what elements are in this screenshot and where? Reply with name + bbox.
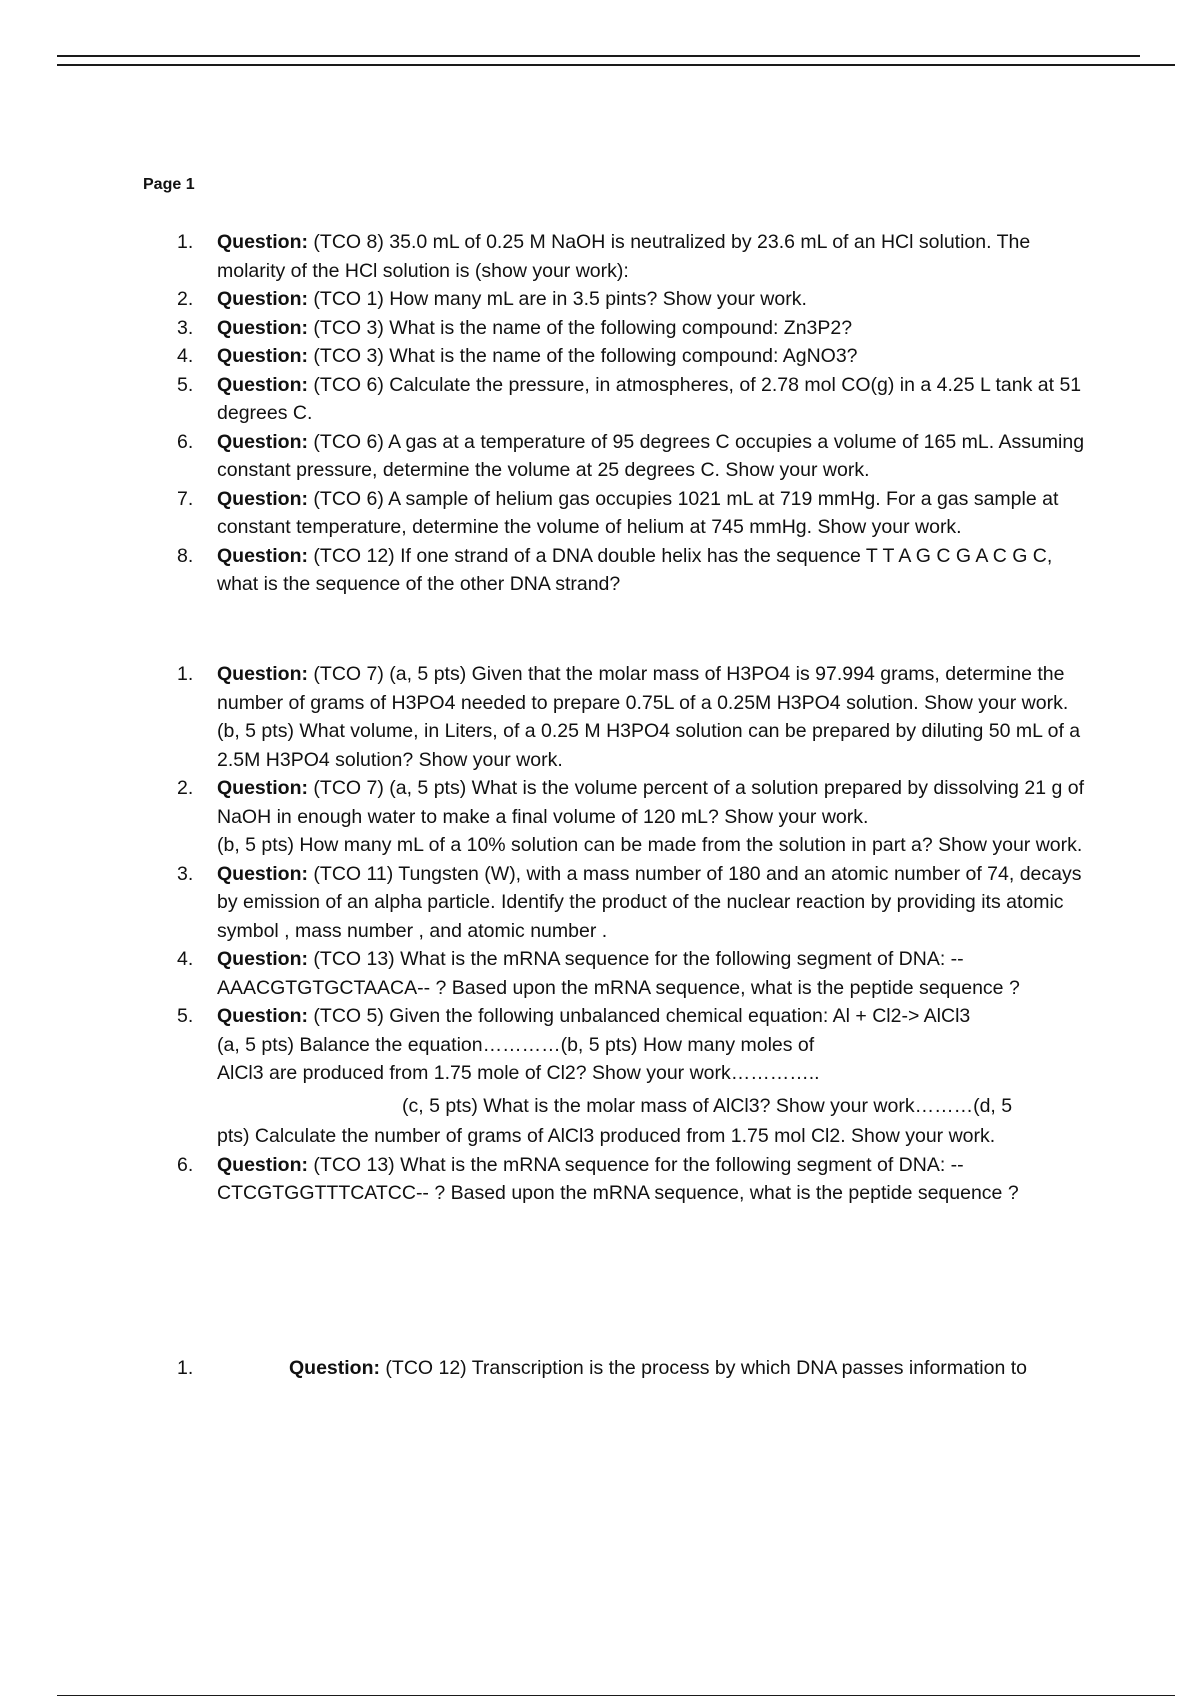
- question-subpart: (a, 5 pts) Balance the equation…………(b, 5 pts) How many moles of: [217, 1033, 815, 1056]
- page-label: Page 1: [143, 176, 195, 193]
- question-number: 6.: [177, 1153, 194, 1176]
- question-number: 4.: [177, 345, 194, 367]
- question-text: (TCO 7) (a, 5 pts) Given that the molar mass of H3PO4 is 97.994 grams, determine the number of grams of H3PO4 needed to prepare 0.75L of a 0.25M H3PO4 solution. Show your work. (b, 5 pts) What volume, in Liters, of a 0.25 M H3PO4 solution can be prepared by diluting 50 mL of a 2.5M H3PO4 solution? Show your work.: [217, 663, 1081, 771]
- question-label: Question:: [217, 948, 308, 970]
- question-item: [0, 314, 1200, 343]
- question-subpart: pts) Calculate the number of grams of AlCl3 produced from 1.75 mol Cl2. Show your work.: [217, 1125, 996, 1147]
- question-item: [0, 945, 1200, 1002]
- question-label: Question:: [217, 862, 308, 885]
- question-item: [0, 774, 1200, 860]
- question-number: 2.: [177, 777, 194, 799]
- question-number: 1.: [177, 1357, 194, 1379]
- question-text: (TCO 5) Given the following unbalanced chemical equation: Al + Cl2-> AlCl3: [313, 1005, 971, 1027]
- question-text: (TCO 13) What is the mRNA sequence for the following segment of DNA: --AAACGTGTGCTAACA-- ? Based upon the mRNA sequence, what is the peptide sequence ?: [217, 948, 1020, 999]
- question-subpart: AlCl3 are produced from 1.75 mole of Cl2? Show your work…………..: [217, 1062, 820, 1084]
- question-text: (TCO 8) 35.0 mL of 0.25 M NaOH is neutralized by 23.6 mL of an HCl solution. The molarity of the HCl solution is (show your work):: [217, 231, 1031, 282]
- question-group-2: [0, 660, 1200, 1208]
- question-subpart: (c, 5 pts) What is the molar mass of AlCl3? Show your work………(d, 5: [402, 1094, 1013, 1117]
- question-item: [0, 371, 1200, 428]
- question-item: [0, 285, 1200, 314]
- question-number: 1.: [177, 231, 194, 253]
- question-label: Question:: [217, 430, 308, 453]
- question-number: 5.: [177, 373, 194, 396]
- question-label: Question:: [217, 288, 308, 310]
- question-label: Question:: [217, 663, 308, 685]
- question-label: Question:: [217, 544, 308, 567]
- question-text: (TCO 13) What is the mRNA sequence for the following segment of DNA: --CTCGTGGTTTCATCC-- ? Based upon the mRNA sequence, what is the peptide sequence ?: [217, 1153, 1019, 1204]
- question-item: [0, 542, 1200, 599]
- question-item: [0, 228, 1200, 285]
- question-subpart: (b, 5 pts) How many mL of a 10% solution can be made from the solution in part a? Show your work.: [217, 834, 1083, 856]
- question-item: [0, 660, 1200, 774]
- question-text: (TCO 12) If one strand of a DNA double helix has the sequence T T A G C G A C G C, what is the sequence of the other DNA strand?: [217, 544, 1053, 595]
- question-number: 7.: [177, 487, 194, 510]
- question-text: (TCO 1) How many mL are in 3.5 pints? Show your work.: [313, 288, 807, 310]
- top-rule-2: [57, 64, 1175, 66]
- question-number: 6.: [177, 430, 194, 453]
- question-item: [0, 428, 1200, 485]
- question-text: (TCO 3) What is the name of the following compound: AgNO3?: [313, 345, 858, 367]
- question-number: 2.: [177, 288, 194, 310]
- question-number: 8.: [177, 544, 194, 567]
- top-rule-1: [57, 55, 1140, 57]
- question-label: Question:: [217, 1005, 308, 1027]
- question-label: Question:: [289, 1357, 380, 1379]
- question-item: [0, 1002, 1200, 1151]
- question-group-3: [0, 1354, 1200, 1383]
- question-number: 3.: [177, 862, 194, 885]
- question-label: Question:: [217, 345, 308, 367]
- question-text: (TCO 7) (a, 5 pts) What is the volume percent of a solution prepared by dissolving 21 g of NaOH in enough water to make a final volume of 120 mL? Show your work.: [217, 777, 1085, 828]
- question-group-1: [0, 228, 1200, 599]
- question-label: Question:: [217, 777, 308, 799]
- question-item: [0, 1151, 1200, 1208]
- question-item: [0, 1354, 1200, 1383]
- question-label: Question:: [217, 373, 308, 396]
- question-text: (TCO 6) A gas at a temperature of 95 degrees C occupies a volume of 165 mL. Assuming constant pressure, determine the volume at 25 degrees C. Show your work.: [217, 430, 1085, 481]
- question-item: [0, 485, 1200, 542]
- question-number: 1.: [177, 663, 194, 685]
- question-item: [0, 342, 1200, 371]
- question-text: (TCO 12) Transcription is the process by which DNA passes information to: [385, 1357, 1028, 1379]
- question-text: (TCO 6) A sample of helium gas occupies 1021 mL at 719 mmHg. For a gas sample at constant temperature, determine the volume of helium at 745 mmHg. Show your work.: [217, 487, 1059, 538]
- question-label: Question:: [217, 231, 308, 253]
- question-text: (TCO 6) Calculate the pressure, in atmospheres, of 2.78 mol CO(g) in a 4.25 L tank at 51 degrees C.: [217, 373, 1082, 424]
- question-label: Question:: [217, 487, 308, 510]
- question-label: Question:: [217, 1153, 308, 1176]
- question-number: 5.: [177, 1005, 194, 1027]
- question-number: 4.: [177, 948, 194, 970]
- question-item: [0, 860, 1200, 946]
- question-number: 3.: [177, 316, 194, 339]
- question-label: Question:: [217, 316, 308, 339]
- question-text: (TCO 3) What is the name of the following compound: Zn3P2?: [313, 316, 853, 339]
- question-text: (TCO 11) Tungsten (W), with a mass number of 180 and an atomic number of 74, decays by emission of an alpha particle. Identify the product of the nuclear reaction by providing its atomic symbol , mass number , and atomic number .: [217, 862, 1082, 942]
- bottom-rule: [57, 1695, 1175, 1696]
